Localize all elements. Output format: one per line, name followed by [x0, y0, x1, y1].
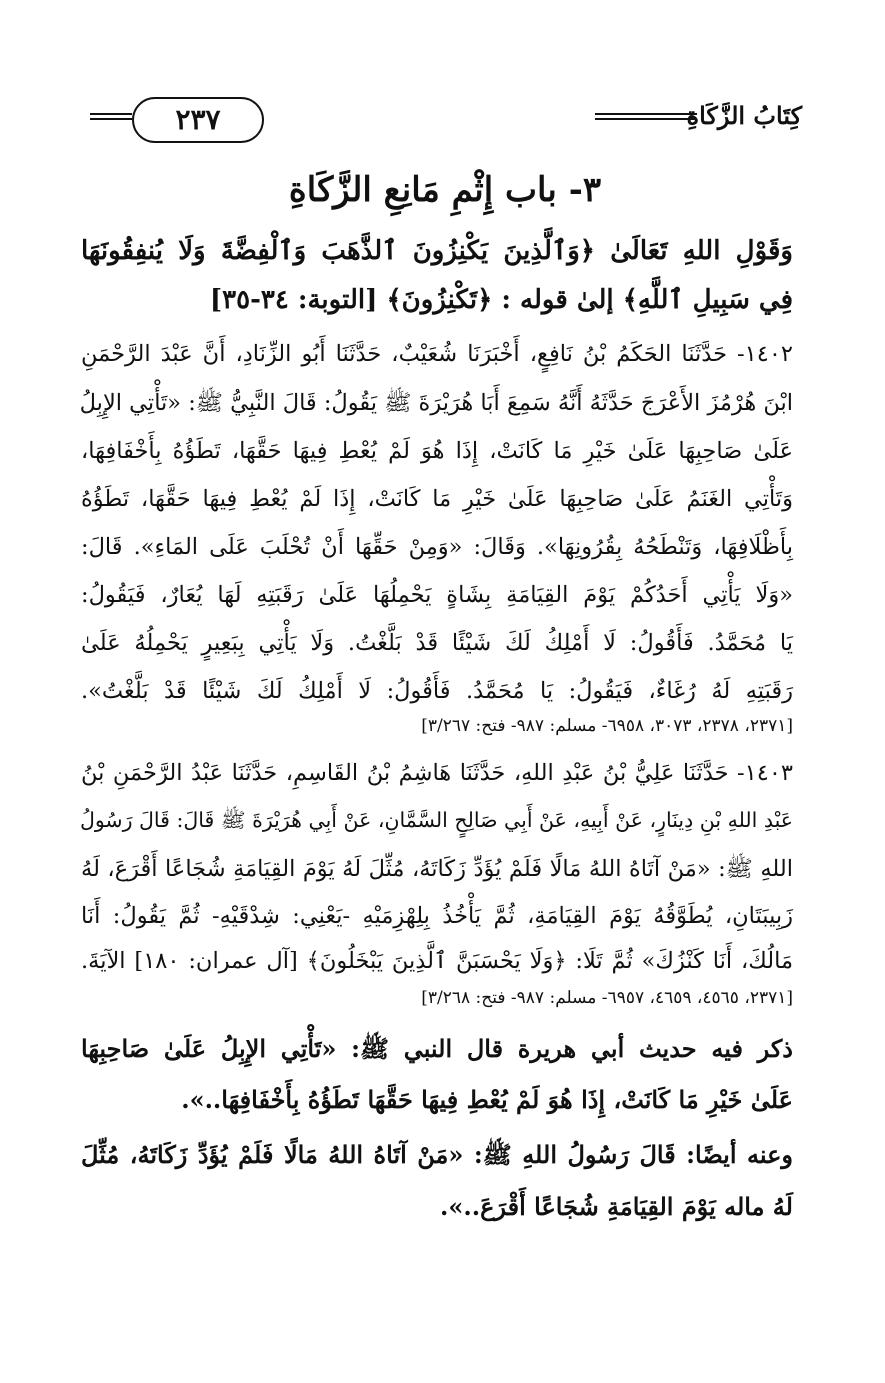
hadith-1402-line: رَقَبَتِهِ لَهُ رُغَاءٌ، فَيَقُولُ: يَا مُحَمَّدُ. فَأَقُولُ: لَا أَمْلِكُ لَكَ شَيْئًا قَدْ بَلَّغْتُ».: [81, 678, 793, 704]
chapter-verse-line: وَقَوْلِ اللهِ تَعَالَىٰ ﴿وَٱلَّذِينَ يَكْنِزُونَ ٱلذَّهَبَ وَٱلْفِضَّةَ وَلَا يُنفِقُونَهَا: [81, 236, 793, 266]
hadith-1402-line: عَلَىٰ صَاحِبِهَا عَلَىٰ خَيْرِ مَا كَانَتْ، إِذَا هُوَ لَمْ يُعْطِ فِيهَا حَقَّهَا، تَطَؤُهُ بِأَخْفَافِهَا،: [81, 438, 793, 464]
hadith-1403-line: عَبْدِ اللهِ بْنِ دِينَارٍ، عَنْ أَبِيهِ، عَنْ أَبِي صَالِحٍ السَّمَّانِ، عَنْ أَبِي هُرَيْرَةَ ﷺ قَالَ: قَالَ رَسُولُ: [79, 808, 793, 832]
hadith-1403-line: اللهِ ﷺ: «مَنْ آتَاهُ اللهُ مَالًا فَلَمْ يُؤَدِّ زَكَاتَهُ، مُثِّلَ لَهُ يَوْمَ القِيَامَةِ شُجَاعًا أَقْرَعَ، لَهُ: [81, 856, 793, 882]
commentary-line: عَلَىٰ خَيْرِ مَا كَانَتْ، إِذَا هُوَ لَمْ يُعْطِ فِيهَا حَقَّهَا تَطَؤُهُ بِأَخْفَافِهَا..».: [181, 1085, 793, 1114]
chapter-verse-line: فِي سَبِيلِ ٱللَّهِ﴾ إلىٰ قوله : ﴿تَكْنِزُونَ﴾ [التوبة: ٣٤-٣٥]: [209, 285, 793, 315]
hadith-1403-reference: [٢٣٧١، ٤٥٦٥، ٤٦٥٩، ٦٩٥٧- مسلم: ٩٨٧- فتح: ٣/٢٦٨]: [421, 988, 793, 1008]
hadith-1402-line: ابْنَ هُرْمُزَ الأَعْرَجَ حَدَّثَهُ أَنَّهُ سَمِعَ أَبَا هُرَيْرَةَ ﷺ يَقُولُ: قَالَ النَّبِيُّ ﷺ: «تَأْتِي الإِبِلُ: [79, 390, 793, 416]
hadith-1402-line: وَتَأْتِي الغَنَمُ عَلَىٰ صَاحِبِهَا عَلَىٰ خَيْرِ مَا كَانَتْ، إِذَا لَمْ يُعْطِ فِيهَا حَقَّهَا، تَطَؤُهُ: [81, 486, 793, 512]
hadith-1403-line: زَبِيبَتَانِ، يُطَوَّقُهُ يَوْمَ القِيَامَةِ، ثُمَّ يَأْخُذُ بِلِهْزِمَيْهِ -يَعْنِي: شِدْقَيْهِ- ثُمَّ يَقُولُ: أَنَا: [81, 903, 793, 929]
page-header: [90, 97, 802, 145]
chapter-title: ٣- باب إِثْمِ مَانِعِ الزَّكَاةِ: [288, 170, 602, 210]
commentary-line: وعنه أيضًا: قَالَ رَسُولُ اللهِ ﷺ: «مَنْ آتَاهُ اللهُ مَالًا فَلَمْ يُؤَدِّ زَكَاتَهُ، مُثِّلَ: [81, 1140, 793, 1169]
hadith-1402-reference: [٢٣٧١، ٢٣٧٨، ٣٠٧٣، ٦٩٥٨- مسلم: ٩٨٧- فتح: ٣/٢٦٧]: [421, 716, 793, 736]
hadith-1403-line: ١٤٠٣- حَدَّثَنَا عَلِيُّ بْنُ عَبْدِ اللهِ، حَدَّثَنَا هَاشِمُ بْنُ القَاسِمِ، حَدَّثَنَا عَبْدُ الرَّحْمَنِ بْنُ: [81, 760, 793, 786]
hadith-1403-line: مَالُكَ، أَنَا كَنْزُكَ» ثُمَّ تَلَا: ﴿وَلَا يَحْسَبَنَّ ٱلَّذِينَ يَبْخَلُونَ﴾ [آل عمران: ١٨٠] الآيَةَ.: [81, 948, 793, 974]
commentary-line: لَهُ ماله يَوْمَ القِيَامَةِ شُجَاعًا أَقْرَعَ..».: [440, 1192, 793, 1221]
hadith-1402-line: ١٤٠٢- حَدَّثَنَا الحَكَمُ بْنُ نَافِعٍ، أَخْبَرَنَا شُعَيْبٌ، حَدَّثَنَا أَبُو الزِّنَادِ، أَنَّ عَبْدَ الرَّحْمَنِ: [81, 341, 793, 367]
header-rule-right: [595, 113, 697, 120]
hadith-1402-line: يَا مُحَمَّدُ. فَأَقُولُ: لَا أَمْلِكُ لَكَ شَيْئًا قَدْ بَلَّغْتُ. وَلَا يَأْتِي بِبَعِيرٍ يَحْمِلُهُ عَلَىٰ: [81, 630, 793, 656]
hadith-1402-line: بِأَظْلَافِهَا، وَتَنْطَحُهُ بِقُرُونِهَا». وَقَالَ: «وَمِنْ حَقِّهَا أَنْ تُحْلَبَ عَلَى المَاءِ». قَالَ:: [81, 534, 793, 560]
hadith-1402-line: «وَلَا يَأْتِي أَحَدُكُمْ يَوْمَ القِيَامَةِ بِشَاةٍ يَحْمِلُهَا عَلَىٰ رَقَبَتِهِ لَهَا يُعَارٌ، فَيَقُولُ:: [81, 582, 793, 608]
page-number: ٢٣٧: [132, 97, 264, 143]
commentary-line: ذكر فيه حديث أبي هريرة قال النبي ﷺ: «تَأْتِي الإِبِلُ عَلَىٰ صَاحِبِهَا: [81, 1034, 793, 1063]
running-title: كِتَابُ الزَّكَاةِ: [686, 101, 802, 130]
header-rule-left: [90, 113, 132, 120]
